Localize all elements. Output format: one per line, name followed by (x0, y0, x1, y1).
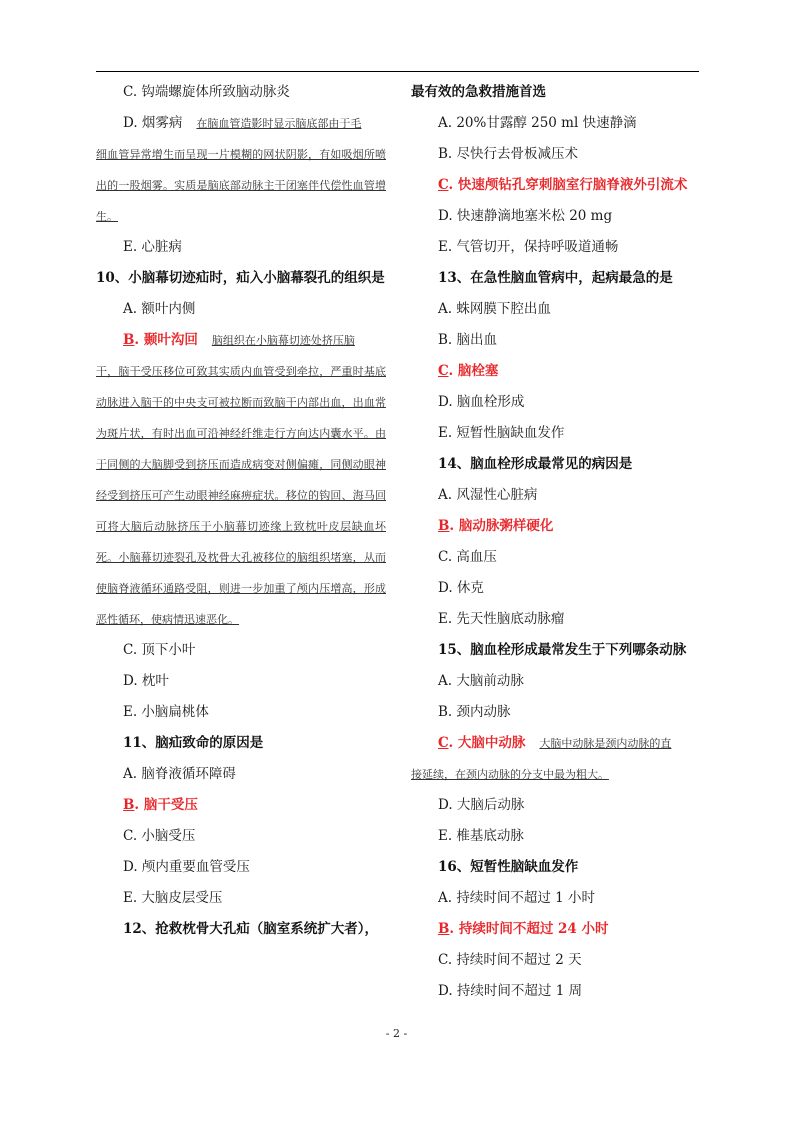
option-q14-b (411, 511, 701, 542)
question-16: 16、短暂性脑缺血发作 (438, 859, 579, 875)
option-q9-e: E. 心脏病 (123, 239, 182, 255)
option-q12-a: A. 20%甘露醇 250 ml 快速静滴 (438, 115, 637, 131)
option-q10-d: D. 枕叶 (123, 673, 169, 689)
option-q10-c: C. 顶下小叶 (123, 642, 196, 658)
answer-q12-c (438, 177, 687, 193)
option-q16-c: C. 持续时间不超过 2 天 (438, 952, 582, 968)
answer-text: . 大脑中动脉 (448, 735, 526, 751)
answer-letter: B (123, 332, 135, 348)
option-q12-c (411, 170, 701, 201)
answer-letter: C (438, 363, 449, 379)
option-q13-a: A. 蛛网膜下腔出血 (438, 301, 551, 317)
left-column (96, 77, 386, 945)
option-q12-d: D. 快速静滴地塞米松 20 mg (438, 208, 613, 224)
question-12-continued: 最有效的急救措施首选 (411, 84, 546, 100)
annotation-q10-b: 干，脑干受压移位可致其实质内血管受到牵拉，严重时基底动脉进入脑干的中央支可被拉断而致脑干内部出血，出血常为斑片状，有时出血可沿神经纤维走行方向达内囊水平。由于同侧的大脑脚受到挤压而造成病变对侧偏瘫，同侧动眼神经受到挤压可产生动眼神经麻痹症状。移位的钩回、海马回可将大脑后动脉挤压于小脑幕切迹缘上致枕叶皮层缺血坏死。小脑幕切迹裂孔及枕骨大孔被移位的脑组织堵塞，从而使脑脊液循环通路受阻，则进一步加重了颅内压增高，形成恶性循环，使病情迅速恶化。 (96, 365, 386, 626)
option-q15-b: B. 颈内动脉 (438, 704, 511, 720)
annotation-q9-d-inline: 在脑血管造影时显示脑底部由于毛 (196, 117, 362, 130)
option-q14-d: D. 休克 (438, 580, 484, 596)
question-12: 12、抢救枕骨大孔疝（脑室系统扩大者）， (123, 921, 379, 937)
option-q13-e: E. 短暂性脑缺血发作 (438, 425, 565, 441)
option-q16-b (411, 914, 701, 945)
option-q13-d: D. 脑血栓形成 (438, 394, 525, 410)
option-q9-d-label: D. 烟雾病 (123, 115, 183, 131)
option-q16-d: D. 持续时间不超过 1 周 (438, 983, 583, 999)
option-q11-e: E. 大脑皮层受压 (123, 890, 223, 906)
option-q11-c: C. 小脑受压 (123, 828, 196, 844)
option-q15-c (411, 728, 701, 759)
option-q13-b: B. 脑出血 (438, 332, 498, 348)
answer-q16-b (438, 921, 609, 937)
option-q15-e: E. 椎基底动脉 (438, 828, 524, 844)
option-q12-b: B. 尽快行去骨板减压术 (438, 146, 579, 162)
answer-letter: C (438, 735, 449, 751)
option-q16-a: A. 持续时间不超过 1 小时 (438, 890, 596, 906)
answer-letter: B (438, 518, 450, 534)
option-q13-c (411, 356, 701, 387)
answer-letter: C (438, 177, 449, 193)
annotation-q9-d: 细血管异常增生而呈现一片模糊的网状阴影，有如吸烟所喷出的一股烟雾。实质是脑底部动脉主干闭塞伴代偿性血管增生。 (96, 148, 386, 223)
answer-text: . 快速颅钻孔穿刺脑室行脑脊液外引流术 (448, 177, 688, 193)
option-q15-a: A. 大脑前动脉 (438, 673, 524, 689)
answer-q10-b (123, 332, 198, 348)
question-15: 15、脑血栓形成最常发生于下列哪条动脉 (438, 642, 687, 658)
answer-q15-c (438, 735, 525, 751)
page-number: - 2 - (385, 1027, 408, 1040)
answer-text: . 脑栓塞 (448, 363, 499, 379)
option-q11-a: A. 脑脊液循环障碍 (123, 766, 236, 782)
header-rule (96, 71, 699, 72)
answer-q13-c (438, 363, 498, 379)
question-10: 10、小脑幕切迹疝时，疝入小脑幕裂孔的组织是 (96, 270, 385, 286)
option-q14-e: E. 先天性脑底动脉瘤 (438, 611, 565, 627)
option-q12-e: E. 气管切开，保持呼吸道通畅 (438, 239, 619, 255)
annotation-q15-c-inline: 大脑中动脉是颈内动脉的直 (539, 737, 672, 750)
option-q10-e: E. 小脑扁桃体 (123, 704, 209, 720)
option-q15-d: D. 大脑后动脉 (438, 797, 525, 813)
option-q11-b (96, 790, 386, 821)
option-q10-a: A. 额叶内侧 (123, 301, 196, 317)
annotation-q10-b-inline: 脑组织在小脑幕切迹处挤压脑 (211, 334, 355, 347)
answer-text: . 脑干受压 (134, 797, 198, 813)
option-q11-d: D. 颅内重要血管受压 (123, 859, 250, 875)
answer-letter: B (438, 921, 450, 937)
option-q14-c: C. 高血压 (438, 549, 497, 565)
question-14: 14、脑血栓形成最常见的病因是 (438, 456, 633, 472)
annotation-q15-c: 接延续，在颈内动脉的分支中最为粗大。 (411, 768, 609, 781)
question-13: 13、在急性脑血管病中，起病最急的是 (438, 270, 673, 286)
answer-letter: B (123, 797, 135, 813)
option-q10-b (96, 325, 386, 356)
answer-q11-b (123, 797, 198, 813)
option-q14-a: A. 风湿性心脏病 (438, 487, 538, 503)
answer-text: . 持续时间不超过 24 小时 (449, 921, 609, 937)
right-column (411, 77, 701, 1007)
question-11: 11、脑疝致命的原因是 (123, 735, 264, 751)
option-q9-d (96, 108, 386, 139)
answer-text: . 脑动脉粥样硬化 (449, 518, 554, 534)
option-q9-c: C. 钩端螺旋体所致脑动脉炎 (123, 84, 290, 100)
answer-q14-b (438, 518, 553, 534)
answer-text: . 颞叶沟回 (134, 332, 198, 348)
